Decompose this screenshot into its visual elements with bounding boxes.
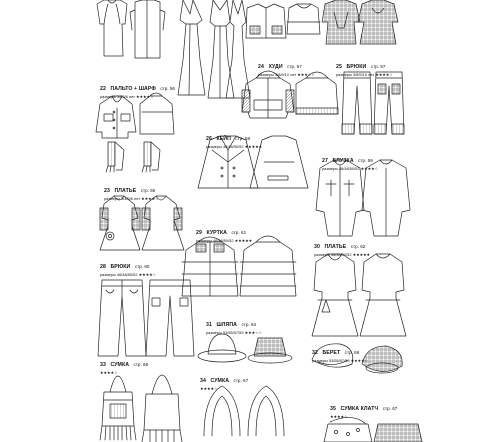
item-number: 28 [100,264,106,270]
item-label-29 [196,222,252,243]
top-gown-3 [226,0,250,98]
top-jacket-1 [246,4,286,38]
item-label-22 [100,78,175,99]
item-page: стр. 57 [370,64,386,69]
item-rating: ★★★★☆ [138,272,157,277]
item-label-26 [206,128,262,149]
item-27-sketch [316,160,410,236]
item-rating: ★★★★★ [234,238,253,243]
item-sizes: размеры 53/55/57/59 [206,330,244,335]
item-page: стр. 57 [287,64,302,69]
item-rating: ★★★★★ [244,144,263,149]
item-page: стр. 56 [160,86,175,91]
item-sizes: размеры 46/48/50/52 [314,252,352,257]
item-22-sketch [96,93,174,172]
top-blouse-2 [358,0,398,44]
item-name: БЛУЗКА [332,158,354,164]
item-number: 30 [314,244,320,250]
item-name: БРЮКИ [346,64,367,70]
top-dress-2 [130,0,165,58]
top-blouse-1 [322,0,360,44]
item-rating: ★★★★☆ [330,414,348,419]
item-rating: ★★★★☆ [141,196,159,201]
item-name: СУМКА КЛАТЧ [340,406,379,412]
item-label-35 [330,398,397,419]
item-label-25 [336,56,393,77]
item-name: КУРТКА [206,230,228,236]
item-34-sketch [204,386,284,436]
item-number: 22 [100,86,106,92]
item-rating: ★★★★☆ [350,358,369,363]
item-page: стр. 64 [241,322,257,327]
item-page: стр. 55 [140,188,156,193]
item-number: 34 [200,378,206,384]
item-30-sketch [312,254,406,336]
item-name: ХУДИ [268,64,283,70]
item-sizes: размеры 3/4/5/6 лет [104,196,141,201]
item-33-sketch [100,375,182,442]
item-label-32 [312,342,368,363]
item-sizes: размеры 3/8/9/10 лет [258,72,297,77]
item-page: стр. 62 [350,244,366,249]
top-gown-1 [178,0,205,95]
item-page: стр. 58 [235,136,250,141]
item-name: ПАЛЬТО + ШАРФ [110,86,156,92]
item-page: стр. 66 [344,350,360,355]
item-label-31 [206,314,262,335]
item-31-sketch [198,334,292,363]
item-sizes: размеры 3/8/9/10 лет [336,72,375,77]
item-name: БЕРЕТ [322,350,341,356]
item-rating: ★★★☆☆ [297,72,315,77]
item-name: КЕЙП [216,136,231,142]
item-23-sketch [100,196,184,250]
item-label-33 [100,354,148,375]
item-name: СУМКА [110,362,130,368]
item-label-27 [322,150,378,171]
item-page: стр. 61 [231,230,247,235]
item-35-sketch [324,417,422,442]
item-24-sketch [242,71,338,118]
item-number: 24 [258,64,264,70]
item-25-sketch [342,72,404,134]
item-sizes: размеры 46/48/50/52 [206,144,244,149]
item-page: стр. 67 [382,406,398,411]
item-label-34 [200,370,248,391]
item-number: 33 [100,362,106,368]
item-page: стр. 66 [133,362,149,367]
item-number: 35 [330,406,336,412]
item-number: 23 [104,188,110,194]
item-sizes: размеры 46/48/50/52 [322,166,360,171]
item-label-30 [314,236,370,257]
item-number: 29 [196,230,202,236]
item-rating: ★★★★☆ [360,166,379,171]
item-name: ШЛЯПА [216,322,237,328]
item-name: БРЮКИ [110,264,131,270]
item-sizes: размеры 46/48/50/52 [100,272,138,277]
item-rating: ★★★☆☆ [244,330,263,335]
item-name: СУМКА [210,378,230,384]
item-29-sketch [182,236,296,296]
item-number: 25 [336,64,342,70]
item-rating: ★★★★☆ [200,386,218,391]
item-name: ПЛАТЬЕ [114,188,137,194]
item-28-sketch [98,280,194,356]
item-sizes: размеры 53/55/57/59 [312,358,350,363]
item-name: ПЛАТЬЕ [324,244,347,250]
item-rating: ★★★★★ [352,252,371,257]
top-jacket-2 [287,4,320,34]
item-number: 26 [206,136,212,142]
item-label-28 [100,256,156,277]
item-page: стр. 60 [134,264,150,269]
item-number: 27 [322,158,328,164]
item-number: 32 [312,350,318,356]
item-sizes: размеры 46/48/50/52 [196,238,234,243]
item-label-24 [258,56,315,77]
item-rating: ★★★★☆ [375,72,393,77]
top-dress-1 [97,0,127,56]
top-gown-2 [208,0,234,98]
item-rating: ★★★★☆ [136,94,154,99]
item-rating: ★★★★☆ [100,370,118,375]
item-page: стр. 59 [358,158,373,163]
item-sizes: размеры 34/3/6 лет [100,94,135,99]
item-page: стр. 67 [233,378,249,383]
item-label-23 [104,180,159,201]
item-number: 31 [206,322,212,328]
